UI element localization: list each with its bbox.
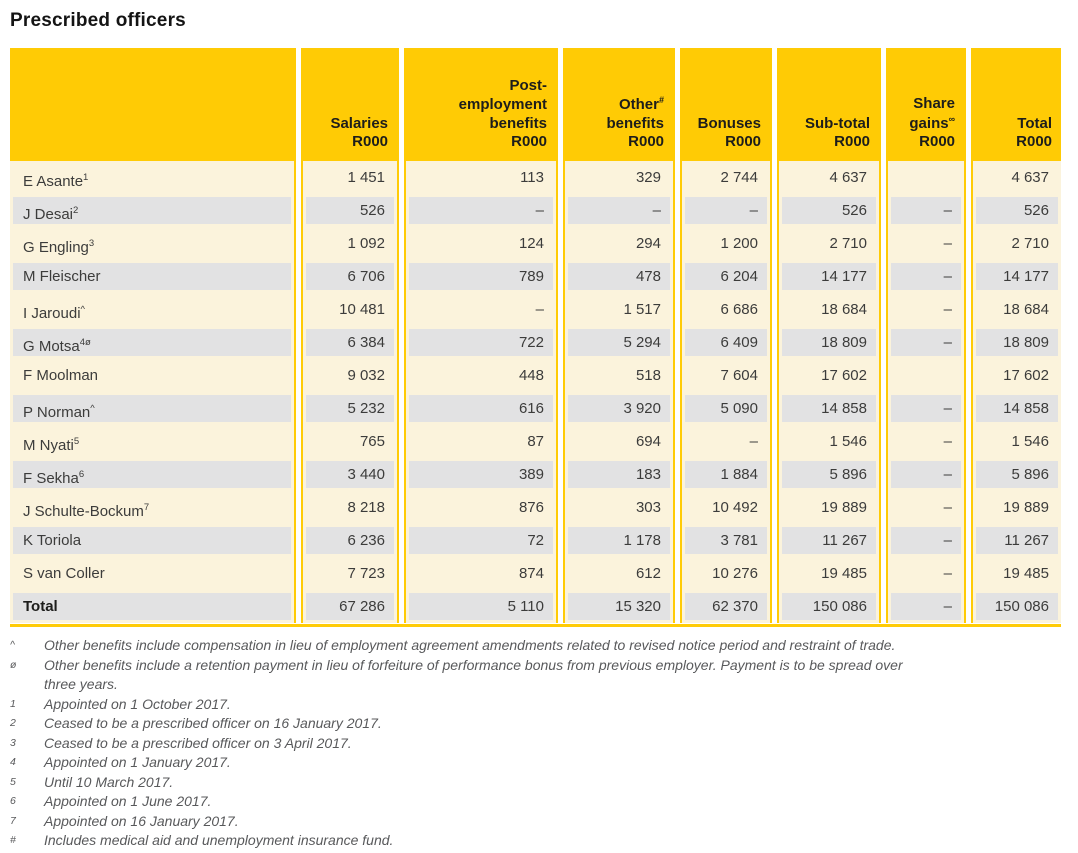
- cell-bonuses: [680, 392, 772, 425]
- column-header-total: [971, 48, 1061, 161]
- cell-post-employment-benefits: [404, 293, 558, 326]
- column-header-label: [276, 152, 294, 161]
- cell-post-employment-benefits: [404, 590, 558, 623]
- value-salaries: 3 440: [306, 461, 394, 488]
- table-row: [10, 194, 1061, 227]
- cell-bonuses: [680, 194, 772, 227]
- officer-name: E Asante$^1$: [23, 172, 89, 190]
- value-total: 17 602: [1003, 367, 1049, 384]
- value-share-gains: –: [891, 329, 961, 356]
- column-header-post-employment-benefits: [404, 48, 558, 161]
- cell-sub-total: [777, 359, 881, 392]
- column-header-label: Sub-total R000: [805, 114, 870, 151]
- value-sub-total: 11 267: [782, 527, 876, 554]
- table-row: [10, 227, 1061, 260]
- cell-bonuses: [680, 260, 772, 293]
- cell-share-gains: [886, 590, 966, 623]
- column-header-label: Other# benefits R000: [606, 94, 664, 151]
- value-sub-total: 19 889: [821, 499, 867, 516]
- cell-other-benefits: [563, 293, 675, 326]
- cell-officer-name: [10, 458, 296, 491]
- footnote: [10, 636, 1055, 656]
- officer-name: M Fleischer: [13, 263, 291, 290]
- cell-bonuses: [680, 161, 772, 194]
- value-other-benefits: 329: [635, 169, 661, 186]
- page-title: Prescribed officers: [10, 10, 186, 31]
- officer-name: K Toriola: [13, 527, 291, 554]
- value-post-employment-benefits: 448: [518, 367, 544, 384]
- footnote-marker: 1: [10, 697, 16, 710]
- cell-bonuses: [680, 359, 772, 392]
- value-salaries: 1 092: [347, 235, 385, 252]
- cell-salaries: [301, 557, 399, 590]
- column-header-sub-total: [777, 48, 881, 161]
- value-salaries: 526: [306, 197, 394, 224]
- footnote-text: Includes medical aid and unemployment insurance fund.: [44, 832, 394, 848]
- footnote-text: Appointed on 16 January 2017.: [44, 812, 239, 829]
- cell-share-gains: [886, 458, 966, 491]
- officer-name: G Engling$^3$: [23, 238, 95, 256]
- cell-officer-name: [10, 491, 296, 524]
- cell-officer-name: [10, 524, 296, 557]
- value-salaries: 10 481: [339, 301, 385, 318]
- officer-name: F Moolman: [23, 367, 99, 384]
- value-post-employment-benefits: 87: [527, 433, 544, 450]
- footnote-marker: ^: [10, 639, 15, 651]
- cell-share-gains: [886, 524, 966, 557]
- cell-total: [971, 326, 1061, 359]
- cell-bonuses: [680, 227, 772, 260]
- footnote-marker: ø: [10, 658, 17, 671]
- value-salaries: 5 232: [306, 395, 394, 422]
- value-share-gains: –: [943, 433, 952, 450]
- value-post-employment-benefits: 124: [518, 235, 544, 252]
- value-sub-total: 14 858: [782, 395, 876, 422]
- footnote-text: Ceased to be a prescribed officer on 16 January 2017.: [44, 715, 382, 731]
- footnote-marker: 7: [10, 814, 16, 827]
- cell-sub-total: [777, 392, 881, 425]
- cell-share-gains: [886, 326, 966, 359]
- cell-post-employment-benefits: [404, 524, 558, 557]
- cell-share-gains: [886, 491, 966, 524]
- cell-bonuses: [680, 425, 772, 458]
- cell-other-benefits: [563, 326, 675, 359]
- value-other-benefits: 1 517: [623, 301, 661, 318]
- table-row: [10, 491, 1061, 524]
- column-header-salaries: [301, 48, 399, 161]
- footnote-marker: #: [10, 834, 16, 846]
- cell-officer-name: [10, 161, 296, 194]
- cell-salaries: [301, 260, 399, 293]
- cell-share-gains: [886, 293, 966, 326]
- cell-sub-total: [777, 161, 881, 194]
- cell-salaries: [301, 161, 399, 194]
- footnote-text: Ceased to be a prescribed officer on 3 April 2017.: [44, 734, 352, 751]
- value-bonuses: 10 276: [712, 565, 758, 582]
- cell-salaries: [301, 359, 399, 392]
- cell-total: [971, 524, 1061, 557]
- footnote: [10, 656, 1055, 695]
- cell-sub-total: [777, 491, 881, 524]
- cell-sub-total: [777, 557, 881, 590]
- table-total-row: [10, 590, 1061, 623]
- value-total: 18 684: [1003, 301, 1049, 318]
- footnote-text: Other benefits include compensation in lieu of employment agreement amendments related to revised notice period and restraint of trade.: [44, 637, 896, 653]
- value-share-gains: –: [891, 593, 961, 620]
- officer-name: I Jaroudi^: [23, 304, 86, 322]
- cell-share-gains: [886, 425, 966, 458]
- column-header-label: Bonuses R000: [697, 114, 761, 151]
- footnote-text: Appointed on 1 January 2017.: [44, 754, 231, 770]
- column-header-label: Total R000: [1016, 114, 1052, 151]
- cell-share-gains: [886, 227, 966, 260]
- footnote-text: Other benefits include a retention payment in lieu of forfeiture of performance bonus from previous employer. Payment is to be spread over three years.: [44, 656, 903, 692]
- officer-name: S van Coller: [23, 565, 105, 582]
- footnote-marker: 4: [10, 756, 16, 768]
- table-row: [10, 260, 1061, 293]
- cell-other-benefits: [563, 425, 675, 458]
- officer-name: Total: [13, 593, 291, 620]
- value-total: 526: [976, 197, 1058, 224]
- value-salaries: 1 451: [347, 169, 385, 186]
- table-row: [10, 326, 1061, 359]
- cell-total: [971, 458, 1061, 491]
- value-total: 2 710: [1011, 235, 1049, 252]
- cell-post-employment-benefits: [404, 227, 558, 260]
- cell-other-benefits: [563, 590, 675, 623]
- cell-salaries: [301, 392, 399, 425]
- cell-officer-name: [10, 392, 296, 425]
- table-row: [10, 425, 1061, 458]
- table-row: [10, 557, 1061, 590]
- cell-sub-total: [777, 524, 881, 557]
- value-sub-total: 18 684: [821, 301, 867, 318]
- cell-sub-total: [777, 227, 881, 260]
- cell-post-employment-benefits: [404, 194, 558, 227]
- cell-sub-total: [777, 293, 881, 326]
- value-share-gains: –: [943, 565, 952, 582]
- cell-officer-name: [10, 227, 296, 260]
- cell-bonuses: [680, 491, 772, 524]
- table-row: [10, 359, 1061, 392]
- cell-share-gains: [886, 557, 966, 590]
- cell-bonuses: [680, 557, 772, 590]
- value-share-gains: –: [943, 499, 952, 516]
- cell-salaries: [301, 590, 399, 623]
- cell-bonuses: [680, 293, 772, 326]
- cell-post-employment-benefits: [404, 260, 558, 293]
- value-bonuses: 6 204: [685, 263, 767, 290]
- value-share-gains: –: [891, 197, 961, 224]
- cell-post-employment-benefits: [404, 491, 558, 524]
- value-post-employment-benefits: 5 110: [409, 593, 553, 620]
- value-post-employment-benefits: 616: [409, 395, 553, 422]
- value-bonuses: 6 409: [685, 329, 767, 356]
- cell-officer-name: [10, 326, 296, 359]
- value-bonuses: 5 090: [685, 395, 767, 422]
- cell-salaries: [301, 491, 399, 524]
- value-bonuses: –: [749, 433, 758, 450]
- officer-name: J Desai$^2$: [13, 197, 291, 224]
- column-header-label: Post- employment benefits R000: [458, 77, 547, 151]
- value-total: 1 546: [1011, 433, 1049, 450]
- cell-officer-name: [10, 194, 296, 227]
- table-row: [10, 458, 1061, 491]
- value-salaries: 7 723: [347, 565, 385, 582]
- value-bonuses: 6 686: [720, 301, 758, 318]
- value-post-employment-benefits: 876: [518, 499, 544, 516]
- value-sub-total: 14 177: [782, 263, 876, 290]
- value-total: 19 485: [1003, 565, 1049, 582]
- cell-bonuses: [680, 524, 772, 557]
- cell-post-employment-benefits: [404, 458, 558, 491]
- value-bonuses: 7 604: [720, 367, 758, 384]
- value-post-employment-benefits: 789: [409, 263, 553, 290]
- value-bonuses: –: [685, 197, 767, 224]
- value-other-benefits: 612: [635, 565, 661, 582]
- value-share-gains: –: [891, 263, 961, 290]
- cell-other-benefits: [563, 524, 675, 557]
- cell-share-gains: [886, 161, 966, 194]
- value-bonuses: 10 492: [712, 499, 758, 516]
- cell-salaries: [301, 326, 399, 359]
- value-share-gains: [891, 164, 961, 191]
- cell-total: [971, 425, 1061, 458]
- cell-other-benefits: [563, 359, 675, 392]
- cell-sub-total: [777, 194, 881, 227]
- cell-post-employment-benefits: [404, 392, 558, 425]
- cell-salaries: [301, 194, 399, 227]
- footnote-text: Until 10 March 2017.: [44, 773, 174, 790]
- value-sub-total: 2 710: [829, 235, 867, 252]
- footnote-marker: 6: [10, 795, 16, 807]
- value-post-employment-benefits: –: [409, 197, 553, 224]
- table-row: [10, 392, 1061, 425]
- footnotes: [10, 636, 1055, 851]
- value-post-employment-benefits: 722: [409, 329, 553, 356]
- value-other-benefits: 478: [568, 263, 670, 290]
- value-total: 11 267: [976, 527, 1058, 554]
- cell-officer-name: [10, 260, 296, 293]
- cell-total: [971, 590, 1061, 623]
- cell-share-gains: [886, 392, 966, 425]
- value-share-gains: [891, 362, 961, 389]
- cell-officer-name: [10, 557, 296, 590]
- cell-bonuses: [680, 326, 772, 359]
- cell-other-benefits: [563, 491, 675, 524]
- officer-name: J Schulte-Bockum$^7$: [23, 502, 150, 520]
- cell-sub-total: [777, 590, 881, 623]
- value-post-employment-benefits: 874: [518, 565, 544, 582]
- cell-other-benefits: [563, 161, 675, 194]
- cell-total: [971, 392, 1061, 425]
- cell-total: [971, 194, 1061, 227]
- value-salaries: 9 032: [347, 367, 385, 384]
- value-post-employment-benefits: 389: [409, 461, 553, 488]
- cell-officer-name: [10, 293, 296, 326]
- cell-officer-name: [10, 359, 296, 392]
- value-sub-total: 1 546: [829, 433, 867, 450]
- cell-post-employment-benefits: [404, 425, 558, 458]
- cell-total: [971, 359, 1061, 392]
- value-sub-total: 4 637: [829, 169, 867, 186]
- cell-salaries: [301, 227, 399, 260]
- cell-salaries: [301, 425, 399, 458]
- cell-other-benefits: [563, 392, 675, 425]
- value-post-employment-benefits: –: [535, 301, 544, 318]
- value-total: 18 809: [976, 329, 1058, 356]
- column-header-label: Salaries R000: [330, 114, 388, 151]
- value-total: 150 086: [976, 593, 1058, 620]
- value-share-gains: –: [943, 301, 952, 318]
- column-header-label: Share gains∞ R000: [909, 94, 955, 151]
- value-total: 4 637: [1011, 169, 1049, 186]
- cell-sub-total: [777, 260, 881, 293]
- value-share-gains: –: [891, 461, 961, 488]
- value-other-benefits: 694: [635, 433, 661, 450]
- cell-share-gains: [886, 260, 966, 293]
- value-total: 14 858: [976, 395, 1058, 422]
- cell-total: [971, 227, 1061, 260]
- value-share-gains: –: [891, 395, 961, 422]
- value-other-benefits: 303: [635, 499, 661, 516]
- cell-other-benefits: [563, 194, 675, 227]
- footnote: [10, 792, 1055, 812]
- footnote-marker: 5: [10, 775, 16, 788]
- cell-post-employment-benefits: [404, 161, 558, 194]
- cell-total: [971, 293, 1061, 326]
- value-sub-total: 18 809: [782, 329, 876, 356]
- cell-total: [971, 161, 1061, 194]
- value-sub-total: 19 485: [821, 565, 867, 582]
- cell-other-benefits: [563, 260, 675, 293]
- footnote: [10, 714, 1055, 734]
- footnote: [10, 812, 1055, 832]
- value-sub-total: 150 086: [782, 593, 876, 620]
- cell-total: [971, 557, 1061, 590]
- column-header-bonuses: [680, 48, 772, 161]
- cell-salaries: [301, 458, 399, 491]
- cell-post-employment-benefits: [404, 326, 558, 359]
- value-other-benefits: 294: [635, 235, 661, 252]
- table-bottom-rule: [10, 624, 1061, 627]
- value-other-benefits: 518: [635, 367, 661, 384]
- cell-bonuses: [680, 458, 772, 491]
- table-row: [10, 524, 1061, 557]
- value-salaries: 6 706: [306, 263, 394, 290]
- cell-total: [971, 260, 1061, 293]
- table-row: [10, 161, 1061, 194]
- table-body: [10, 161, 1061, 623]
- value-total: 14 177: [976, 263, 1058, 290]
- footnote-marker: 2: [10, 717, 16, 729]
- cell-post-employment-benefits: [404, 359, 558, 392]
- cell-other-benefits: [563, 557, 675, 590]
- table-header-row: [10, 48, 1061, 161]
- cell-other-benefits: [563, 458, 675, 491]
- value-salaries: 765: [359, 433, 385, 450]
- value-other-benefits: –: [568, 197, 670, 224]
- footnote: [10, 695, 1055, 715]
- value-other-benefits: 3 920: [568, 395, 670, 422]
- cell-bonuses: [680, 590, 772, 623]
- prescribed-officers-table: [10, 48, 1061, 627]
- footnote-marker: 3: [10, 736, 16, 749]
- column-header-other-benefits: [563, 48, 675, 161]
- officer-name: F Sekha$^6$: [13, 461, 291, 488]
- cell-post-employment-benefits: [404, 557, 558, 590]
- value-other-benefits: 15 320: [568, 593, 670, 620]
- cell-other-benefits: [563, 227, 675, 260]
- value-total: 5 896: [976, 461, 1058, 488]
- value-share-gains: –: [891, 527, 961, 554]
- value-bonuses: 1 200: [720, 235, 758, 252]
- value-post-employment-benefits: 113: [520, 169, 544, 186]
- cell-share-gains: [886, 359, 966, 392]
- footnote-text: Appointed on 1 October 2017.: [44, 695, 231, 712]
- officer-name: M Nyati$^5$: [23, 436, 80, 454]
- column-header-share-gains: [886, 48, 966, 161]
- cell-sub-total: [777, 458, 881, 491]
- value-sub-total: 17 602: [821, 367, 867, 384]
- cell-sub-total: [777, 425, 881, 458]
- value-salaries: 6 384: [306, 329, 394, 356]
- cell-officer-name: [10, 425, 296, 458]
- cell-salaries: [301, 293, 399, 326]
- value-bonuses: 2 744: [720, 169, 758, 186]
- officer-name: G Motsa$^{4ø}$: [13, 329, 291, 356]
- value-total: 19 889: [1003, 499, 1049, 516]
- cell-total: [971, 491, 1061, 524]
- column-header-name: [10, 48, 296, 161]
- value-salaries: 6 236: [306, 527, 394, 554]
- value-bonuses: 3 781: [685, 527, 767, 554]
- value-other-benefits: 1 178: [568, 527, 670, 554]
- footnote: [10, 753, 1055, 773]
- value-other-benefits: 5 294: [568, 329, 670, 356]
- footnote: [10, 831, 1055, 851]
- table-row: [10, 293, 1061, 326]
- cell-salaries: [301, 524, 399, 557]
- value-share-gains: –: [943, 235, 952, 252]
- footnote: [10, 773, 1055, 793]
- value-bonuses: 62 370: [685, 593, 767, 620]
- cell-sub-total: [777, 326, 881, 359]
- value-sub-total: 526: [782, 197, 876, 224]
- value-other-benefits: 183: [568, 461, 670, 488]
- value-salaries: 67 286: [306, 593, 394, 620]
- footnote-text: Appointed on 1 June 2017.: [44, 793, 212, 809]
- footnote: [10, 734, 1055, 754]
- cell-officer-name: [10, 590, 296, 623]
- officer-name: P Norman^: [13, 395, 291, 422]
- value-salaries: 8 218: [347, 499, 385, 516]
- cell-share-gains: [886, 194, 966, 227]
- value-sub-total: 5 896: [782, 461, 876, 488]
- value-bonuses: 1 884: [685, 461, 767, 488]
- value-post-employment-benefits: 72: [409, 527, 553, 554]
